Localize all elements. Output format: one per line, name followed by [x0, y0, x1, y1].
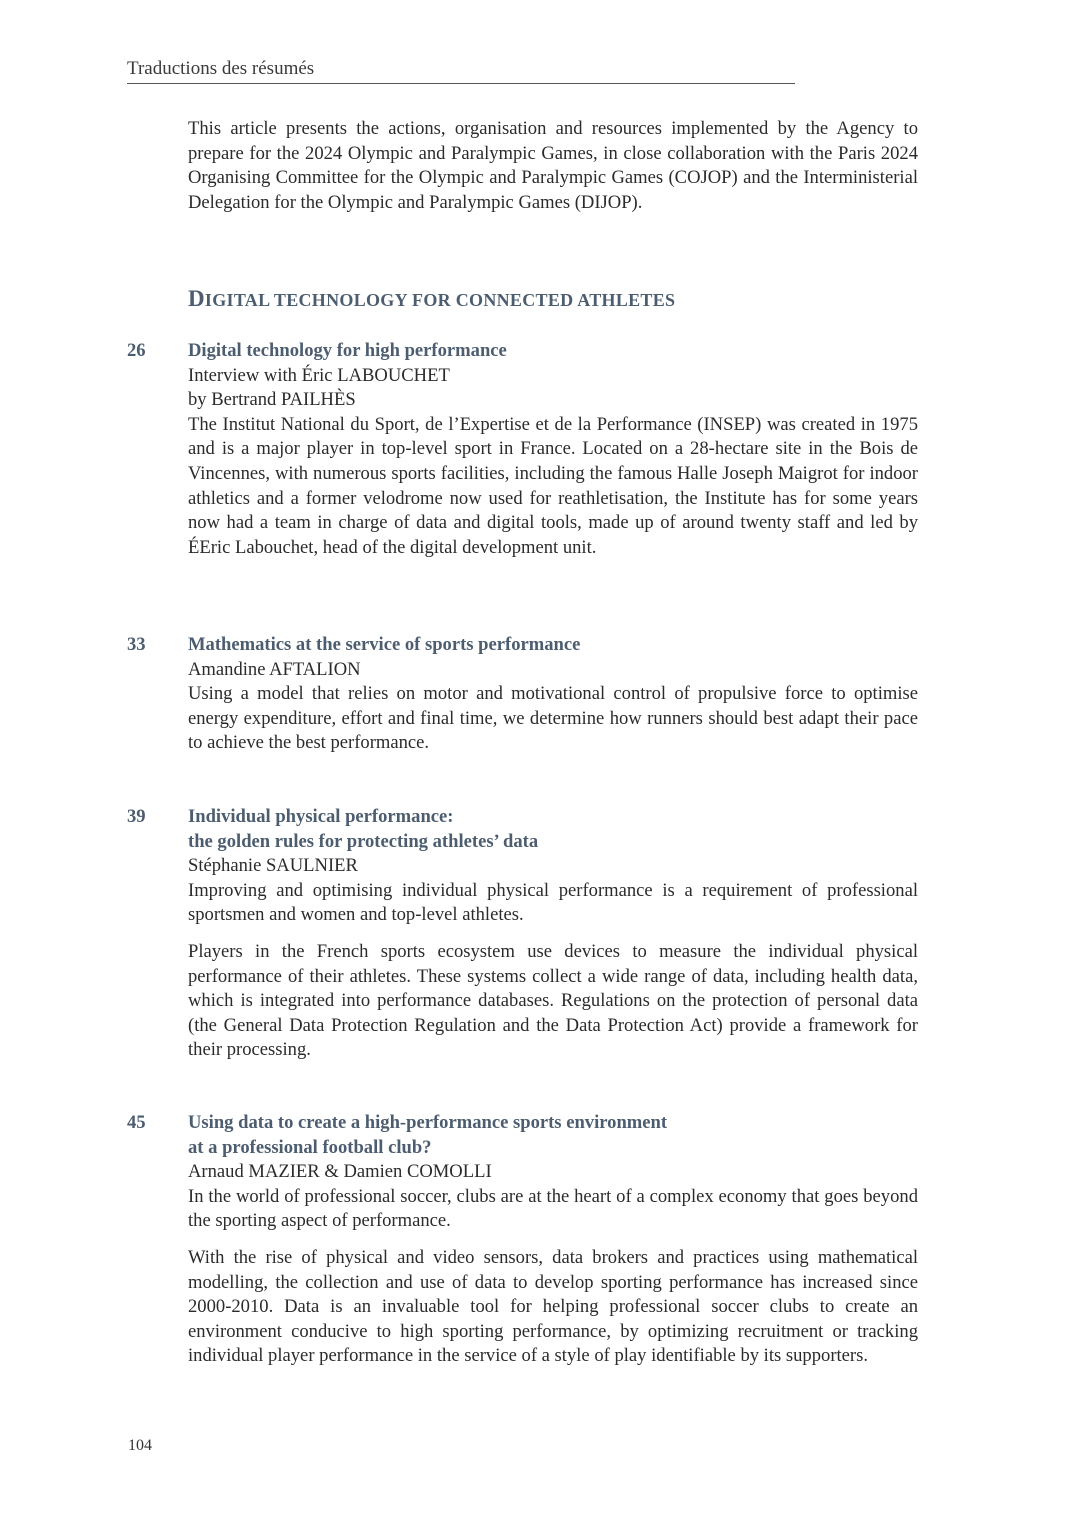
entry-page-number: 39: [127, 806, 146, 827]
entry-author: by Bertrand PAILHÈS: [188, 389, 356, 411]
entry-title: the golden rules for protecting athletes’ data: [188, 830, 539, 852]
article-entry: [127, 633, 918, 756]
running-head: Traductions des résumés: [127, 56, 795, 84]
section-title: [188, 286, 675, 312]
page-number: 104: [128, 1437, 152, 1454]
intro-section: [188, 117, 918, 215]
entry-title: Using data to create a high-performance sports environment: [188, 1112, 668, 1133]
article-entry: [127, 339, 918, 560]
entry-abstract: The Institut National du Sport, de l’Expertise et de la Performance (INSEP) was created in 1975 and is a major player in top-level sport in France. Located on a 28-hectare site in the Bois de Vincennes, with numerous sports facilities, including the famous Halle Joseph Maigrot for indoor athletics and a former velodrome now used for reathletisation, the Institute has for some years now had a team in charge of data and digital tools, made up of around twenty staff and led by ÉEric Labouchet, head of the digital development unit.: [188, 413, 918, 558]
entry-abstract: Players in the French sports ecosystem use devices to measure the individual physical performance of their athletes. These systems collect a wide range of data, including health data, which is integrated into performance databases. Regulations on the protection of personal data (the General Data Protection Regulation and the Data Protection Act) provide a framework for their processing.: [188, 940, 918, 1061]
entry-abstract: With the rise of physical and video sensors, data brokers and practices using mathematical modelling, the collection and use of data to develop sporting performance has increased since 2000-2010. Data is an invaluable tool for helping professional soccer clubs to create an environment conducive to high sporting performance, by optimizing recruitment or tracking individual player performance in the service of a style of play identifiable by its supporters.: [188, 1246, 918, 1367]
entry-abstract: Using a model that relies on motor and motivational control of propulsive force to optimise energy expenditure, effort and final time, we determine how runners should best adapt their pace to achieve the best performance.: [188, 683, 918, 754]
section-title-initial: D: [188, 286, 205, 311]
entry-title: Digital technology for high performance: [188, 340, 507, 361]
entry-page-number: 45: [127, 1112, 146, 1133]
entry-abstract: In the world of professional soccer, clubs are at the heart of a complex economy that goes beyond the sporting aspect of performance.: [188, 1185, 918, 1232]
entry-page-number: 26: [127, 340, 146, 361]
entry-title: Individual physical performance:: [188, 806, 454, 827]
intro-paragraph: This article presents the actions, organisation and resources implemented by the Agency to prepare for the 2024 Olympic and Paralympic Games, in close collaboration with the Paris 2024 Organising Committee for the Olympic and Paralympic Games (COJOP) and the Interministerial Delegation for the Olympic and Paralympic Games (DIJOP).: [188, 118, 918, 213]
entry-title: at a professional football club?: [188, 1136, 432, 1158]
article-entry: [127, 1111, 918, 1369]
entry-abstract: Improving and optimising individual physical performance is a requirement of professional sportsmen and women and top-level athletes.: [188, 879, 918, 926]
entry-author: Stéphanie SAULNIER: [188, 855, 358, 877]
section-title-rest: IGITAL TECHNOLOGY FOR CONNECTED ATHLETES: [204, 290, 676, 310]
article-entry: [127, 805, 918, 1063]
entry-author: Amandine AFTALION: [188, 658, 361, 680]
entry-page-number: 33: [127, 634, 146, 655]
entry-title: Mathematics at the service of sports performance: [188, 634, 581, 655]
entry-author: Interview with Éric LABOUCHET: [188, 364, 450, 386]
entry-author: Arnaud MAZIER & Damien COMOLLI: [188, 1161, 492, 1183]
